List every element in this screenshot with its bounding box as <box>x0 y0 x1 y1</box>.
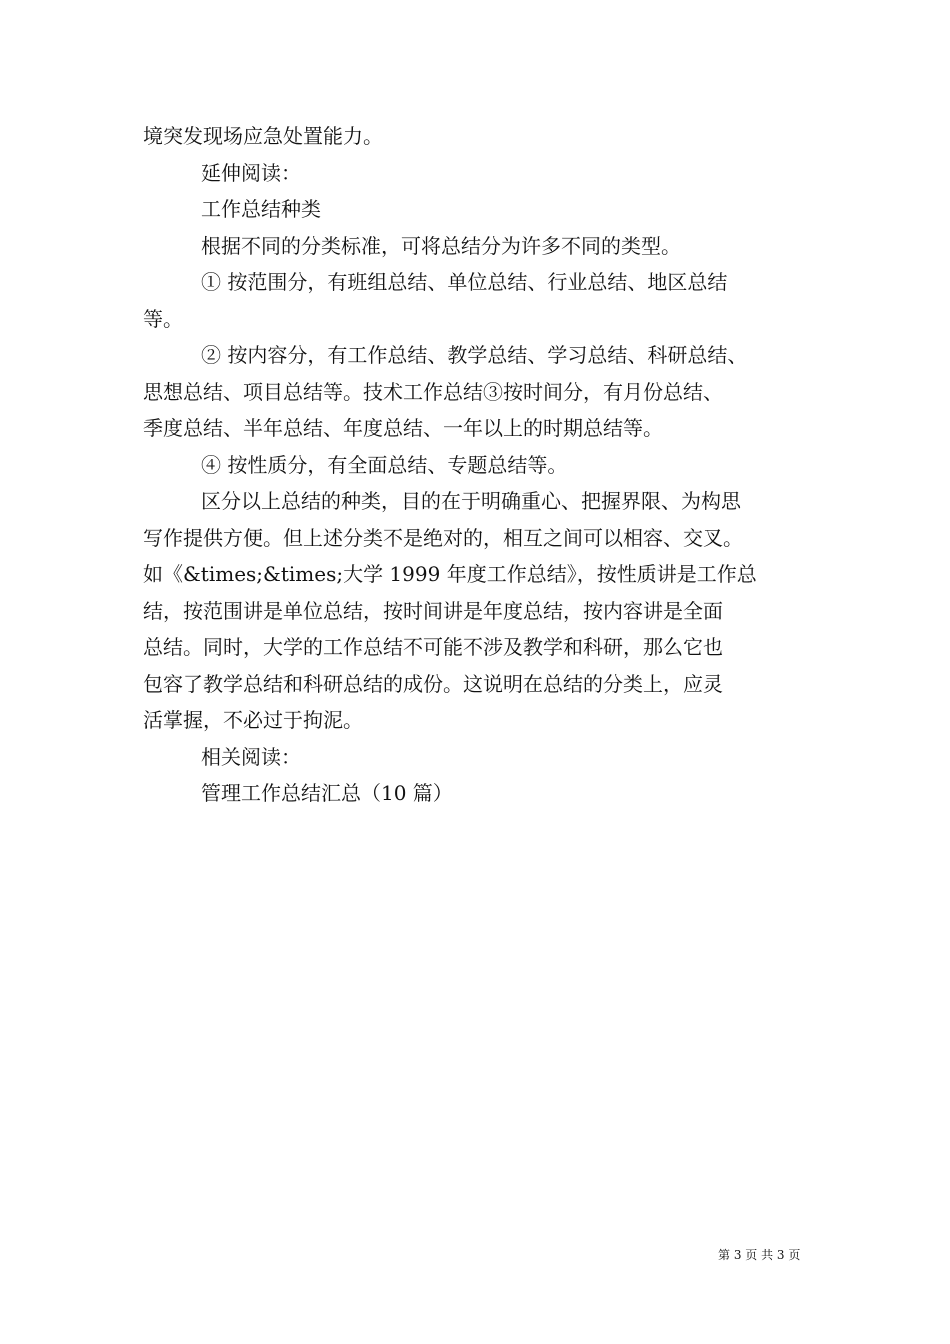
text-line: 季度总结、半年总结、年度总结、一年以上的时期总结等。 <box>143 416 663 440</box>
text-line: 根据不同的分类标准，可将总结分为许多不同的类型。 <box>201 233 681 258</box>
text-line: 相关阅读： <box>201 744 301 769</box>
text-line: 写作提供方便。但上述分类不是绝对的，相互之间可以相容、交叉。 <box>143 525 743 550</box>
text-line: 思想总结、项目总结等。技术工作总结③按时间分，有月份总结、 <box>143 379 723 404</box>
text-line: 包容了教学总结和科研总结的成份。这说明在总结的分类上，应灵 <box>143 671 723 696</box>
text-line: 区分以上总结的种类，目的在于明确重心、把握界限、为构思 <box>201 489 741 513</box>
page-number: 第 3 页 共 3 页 <box>718 1248 801 1262</box>
list-item: ① 按范围分，有班组总结、单位总结、行业总结、地区总结 <box>201 270 728 294</box>
text-line: 结，按范围讲是单位总结，按时间讲是年度总结，按内容讲是全面 <box>143 598 723 623</box>
text-line: 等。 <box>143 306 183 331</box>
text-line: 境突发现场应急处置能力。 <box>143 124 383 148</box>
document-body <box>143 118 833 812</box>
text-line: 总结。同时，大学的工作总结不可能不涉及教学和科研，那么它也 <box>143 635 723 659</box>
text-line: 活掌握，不必过于拘泥。 <box>143 708 363 732</box>
section-heading: 工作总结种类 <box>201 197 321 221</box>
text-line: 如《&times;&times;大学 1999 年度工作总结》，按性质讲是工作总 <box>143 562 757 586</box>
list-item: ② 按内容分，有工作总结、教学总结、学习总结、科研总结、 <box>201 343 748 367</box>
related-link[interactable]: 管理工作总结汇总（10 篇） <box>201 781 453 805</box>
list-item: ④ 按性质分，有全面总结、专题总结等。 <box>201 452 568 477</box>
text-line: 延伸阅读： <box>201 160 301 185</box>
